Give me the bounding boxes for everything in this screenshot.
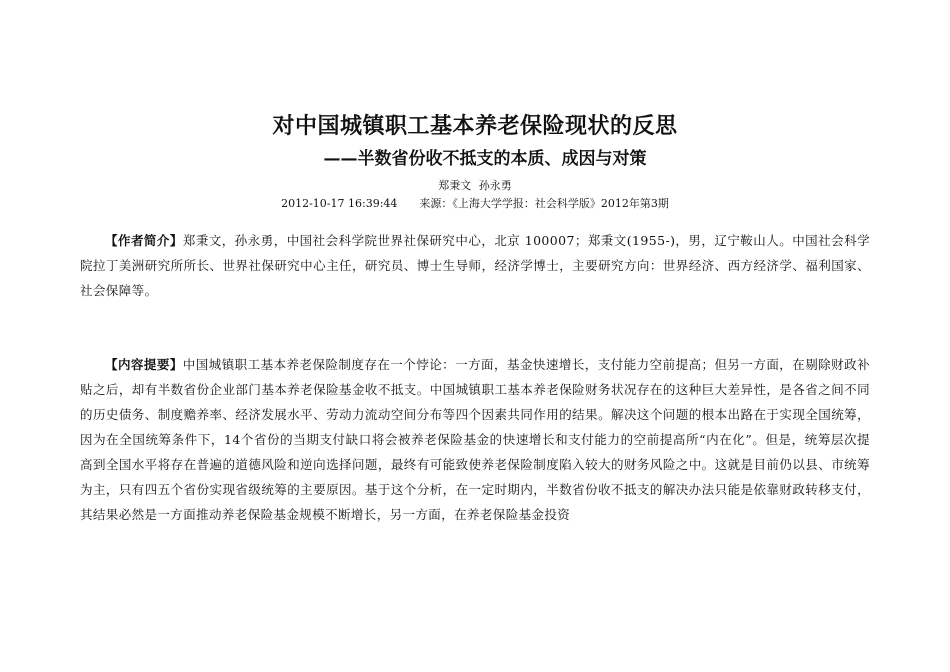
article-source: 来源：《上海大学学报：社会科学版》2012年第3期: [419, 197, 669, 210]
abstract-text: 中国城镇职工基本养老保险制度存在一个悖论：一方面，基金快速增长，支付能力空前提高；但另一方面，在剔除财政补贴之后，却有半数省份企业部门基本养老保险基金收不抵支。中国城镇职工基本养老保险财务状况存在的这种巨大差异性，是各省之间不同的历史债务、制度赡养率、经济发展水平、劳动力流动空间分布等四个因素共同作用的结果。解决这个问题的根本出路在于实现全国统筹，因为在全国统筹条件下，14个省份的当期支付缺口将会被养老保险基金的快速增长和支付能力的空前提高所“内在化”。但是，统筹层次提高到全国水平将存在普遍的道德风险和逆向选择问题，最终有可能致使养老保险制度陷入较大的财务风险之中。这就是目前仍以县、市统筹为主，只有四五个省份实现省级统筹的主要原因。基于这个分析，在一定时期内，半数省份收不抵支的解决办法只能是依靠财政转移支付，其结果必然是一方面推动养老保险基金规模不断增长，另一方面，在养老保险基金投资: [80, 357, 871, 522]
article-meta: [0, 196, 950, 212]
publish-datetime: 2012-10-17 16:39:44: [281, 197, 398, 210]
author-intro-paragraph: [80, 228, 870, 303]
author-intro-label: 【作者简介】: [105, 233, 183, 248]
article-title: 对中国城镇职工基本养老保险现状的反思: [272, 114, 678, 139]
article-authors: 郑秉文 孙永勇: [438, 179, 512, 192]
abstract-paragraph: [80, 352, 870, 527]
abstract-label: 【内容提要】: [105, 357, 183, 372]
author-intro-text: 郑秉文，孙永勇，中国社会科学院世界社保研究中心，北京 100007；郑秉文(1955-)，男，辽宁鞍山人。中国社会科学院拉丁美洲研究所所长、世界社保研究中心主任，研究员、博士生导师，经济学博士，主要研究方向：世界经济、西方经济学、福利国家、社会保障等。: [80, 233, 870, 298]
article-subtitle: ——半数省份收不抵支的本质、成因与对策: [323, 149, 647, 169]
